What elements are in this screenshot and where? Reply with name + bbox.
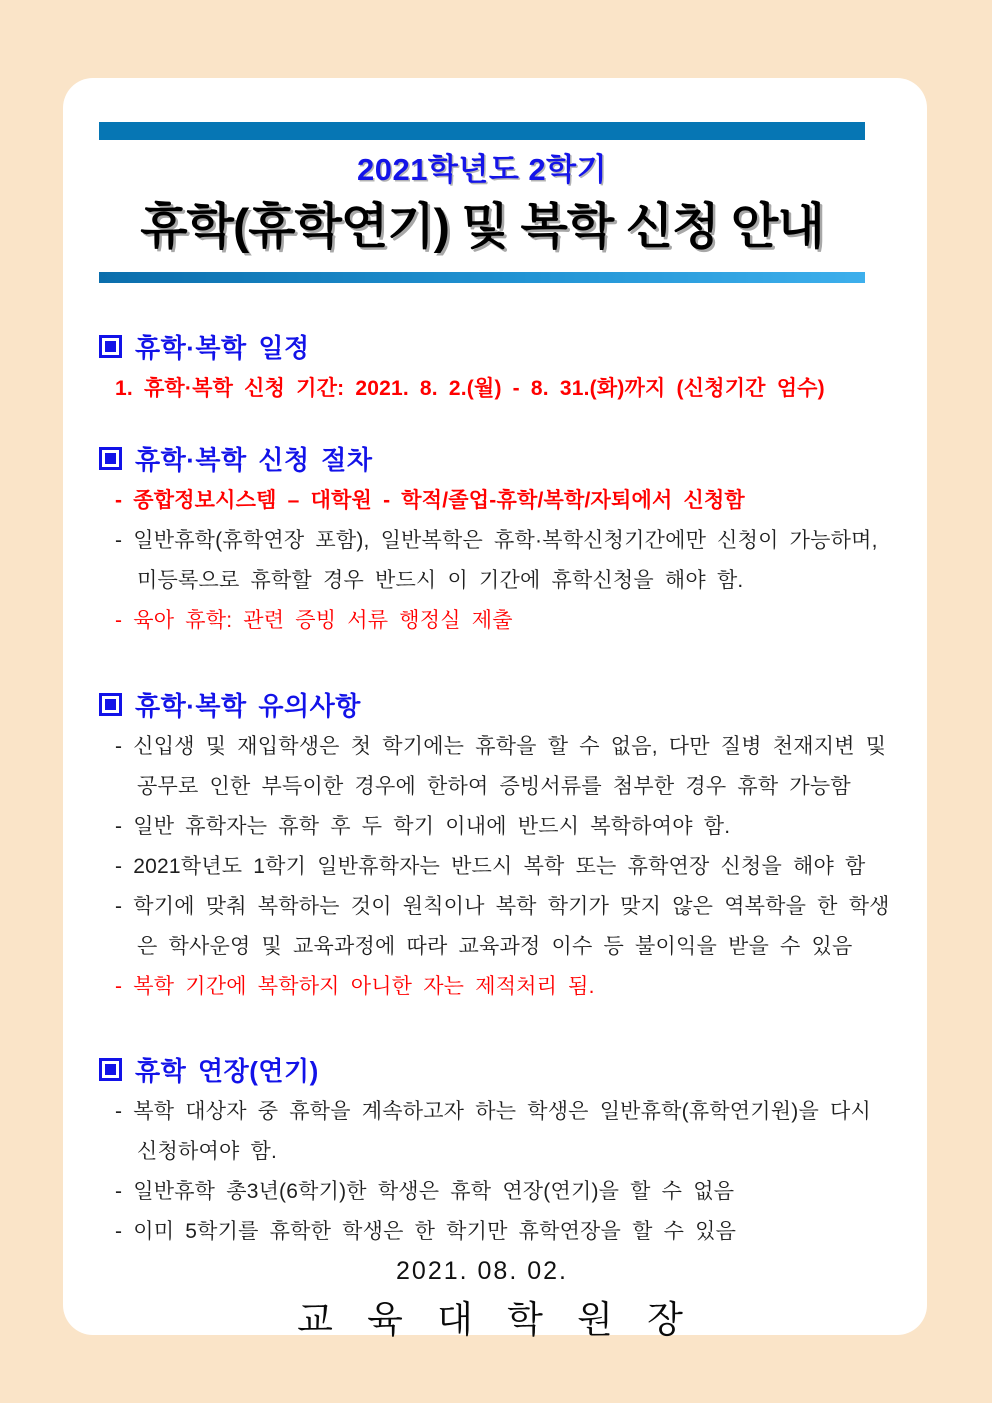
section-title: 휴학·복학 유의사항 (135, 690, 361, 721)
section-title: 휴학·복학 일정 (135, 332, 310, 363)
notice-line: - 이미 5학기를 휴학한 학생은 한 학기만 휴학연장을 할 수 있음 (115, 1220, 737, 1243)
notice-line: 미등록으로 휴학할 경우 반드시 이 기간에 휴학신청을 해야 함. (137, 569, 744, 592)
notice-title: 휴학(휴학연기) 및 복학 신청 안내 (140, 200, 824, 254)
section-header (99, 330, 865, 362)
section-header (99, 1053, 865, 1085)
notice-line: - 종합정보시스템 – 대학원 - 학적/졸업-휴학/복학/자퇴에서 신청함 (115, 489, 745, 512)
notice-line: 은 학사운영 및 교육과정에 따라 교육과정 이수 등 불이익을 받을 수 있음 (137, 935, 853, 958)
section-bullet-icon (99, 1058, 122, 1081)
section-title: 휴학 연장(연기) (135, 1055, 319, 1086)
notice-line: - 신입생 및 재입학생은 첫 학기에는 휴학을 할 수 없음, 다만 질병 천재지변 및 (115, 735, 887, 758)
notice-date: 2021. 08. 02. (396, 1257, 568, 1285)
section-schedule (99, 330, 865, 402)
section-header (99, 442, 865, 474)
notice-line: - 학기에 맞춰 복학하는 것이 원칙이나 복학 학기가 맞지 않은 역복학을 한 학생 (115, 895, 890, 918)
notice-line: 공무로 인한 부득이한 경우에 한하여 증빙서류를 첨부한 경우 휴학 가능함 (137, 775, 851, 798)
notice-line: - 일반휴학 총3년(6학기)한 학생은 휴학 연장(연기)을 할 수 없음 (115, 1180, 735, 1203)
top-accent-bar (99, 122, 865, 140)
notice-line: 신청하여야 함. (137, 1140, 277, 1163)
section-header (99, 688, 865, 720)
gradient-accent-bar (99, 272, 865, 283)
notice-line: 1. 휴학·복학 신청 기간: 2021. 8. 2.(월) - 8. 31.(화)까지 (신청기간 엄수) (115, 377, 825, 400)
notice-card (63, 78, 927, 1335)
section-notes (99, 688, 890, 1000)
notice-line: - 일반휴학(휴학연장 포함), 일반복학은 휴학·복학신청기간에만 신청이 가능하며, (115, 529, 878, 552)
section-title: 휴학·복학 신청 절차 (135, 444, 373, 475)
notice-line: - 복학 대상자 중 휴학을 계속하고자 하는 학생은 일반휴학(휴학연기원)을 다시 (115, 1100, 871, 1123)
section-procedure (99, 442, 878, 634)
section-bullet-icon (99, 447, 122, 470)
section-extension (99, 1053, 871, 1245)
notice-line: - 일반 휴학자는 휴학 후 두 학기 이내에 반드시 복학하여야 함. (115, 815, 731, 838)
section-bullet-icon (99, 335, 122, 358)
signature: 교 육 대 학 원 장 (297, 1299, 695, 1340)
notice-line: - 복학 기간에 복학하지 아니한 자는 제적처리 됨. (115, 975, 595, 998)
section-bullet-icon (99, 693, 122, 716)
notice-subtitle: 2021학년도 2학기 (356, 152, 608, 187)
notice-line: - 육아 휴학: 관련 증빙 서류 행정실 제출 (115, 609, 513, 632)
notice-line: - 2021학년도 1학기 일반휴학자는 반드시 복학 또는 휴학연장 신청을 해야 함 (115, 855, 866, 878)
